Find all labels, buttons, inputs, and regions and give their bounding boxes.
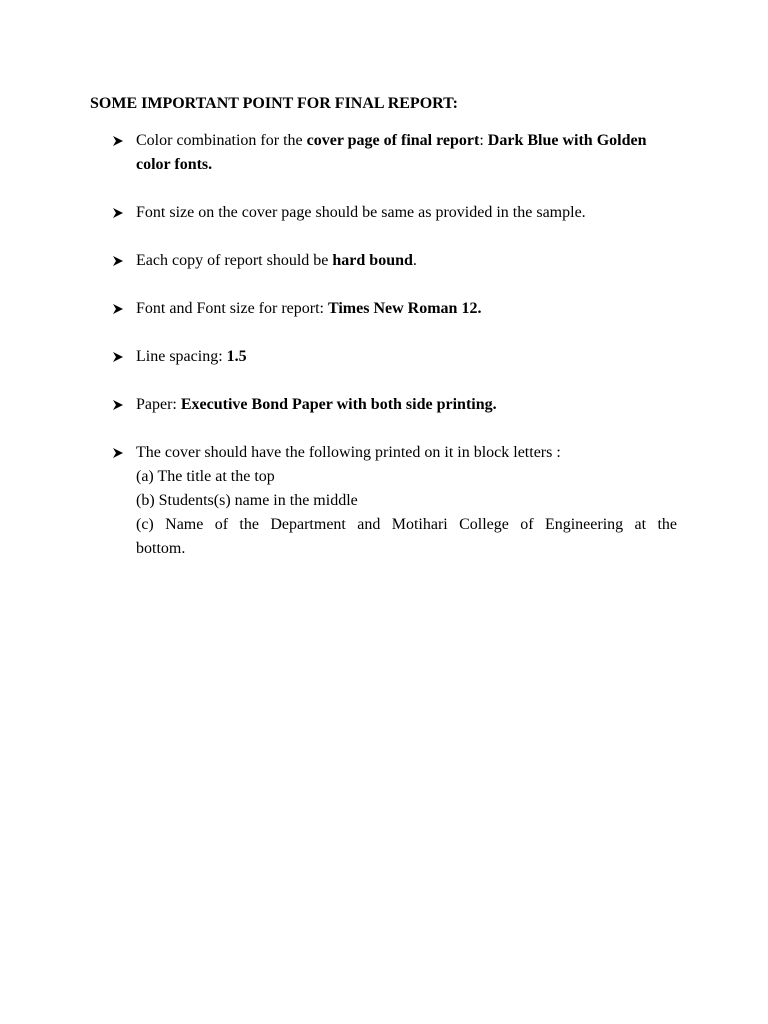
- arrow-bullet-icon: [112, 297, 126, 321]
- arrow-bullet-icon: [112, 129, 126, 153]
- arrow-bullet-icon: [112, 441, 126, 465]
- item-intro-text: The cover should have the following printed on it in block letters :: [136, 444, 561, 461]
- item-text: .: [412, 252, 417, 269]
- list-item-hard-bound: [112, 249, 677, 273]
- item-bold-text: Dark Blue with Golden color fonts.: [136, 132, 647, 173]
- sub-item-department-continued: bottom.: [136, 540, 186, 557]
- list-item-cover-color: [112, 129, 677, 177]
- item-text: Font and Font size for report:: [136, 300, 328, 317]
- list-item-report-font: [112, 297, 677, 321]
- item-text: Font size on the cover page should be same as provided in the sample.: [136, 204, 586, 221]
- bullet-list: [112, 129, 677, 561]
- item-text: Color combination for the: [136, 132, 307, 149]
- item-text: Line spacing:: [136, 348, 227, 365]
- arrow-bullet-icon: [112, 249, 126, 273]
- list-item-font-size-cover: [112, 201, 677, 225]
- arrow-bullet-icon: [112, 345, 126, 369]
- sub-item-students: (b) Students(s) name in the middle: [136, 492, 358, 509]
- item-text: Each copy of report should be: [136, 252, 333, 269]
- item-bold-text: Times New Roman 12.: [327, 300, 482, 317]
- item-text: Paper:: [136, 396, 181, 413]
- list-item-line-spacing: [112, 345, 677, 369]
- list-item-paper: [112, 393, 677, 417]
- list-item-cover-contents: [112, 441, 677, 561]
- sub-item-title: (a) The title at the top: [136, 468, 275, 485]
- item-bold-text: 1.5: [226, 348, 247, 365]
- item-bold-text: cover page of final report: [306, 132, 480, 149]
- arrow-bullet-icon: [112, 201, 126, 225]
- item-bold-text: Executive Bond Paper with both side printing.: [180, 396, 497, 413]
- item-bold-text: hard bound: [332, 252, 413, 269]
- document-heading: SOME IMPORTANT POINT FOR FINAL REPORT:: [90, 95, 458, 112]
- arrow-bullet-icon: [112, 393, 126, 417]
- sub-item-department: (c) Name of the Department and Motihari College of Engineering at the: [136, 516, 677, 533]
- item-text: :: [479, 132, 488, 149]
